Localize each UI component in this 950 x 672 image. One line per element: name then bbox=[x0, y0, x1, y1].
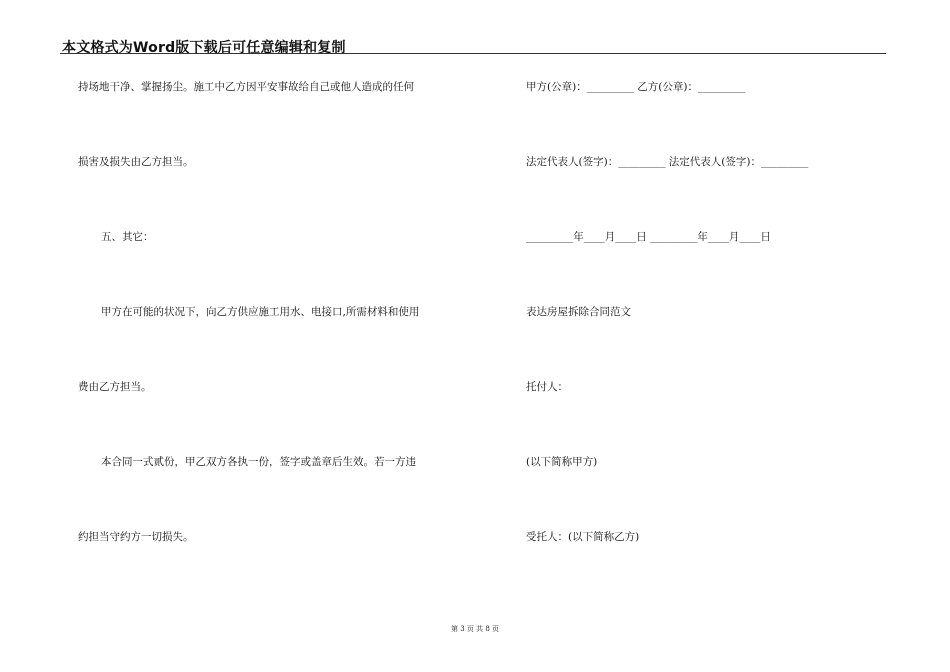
right-line-7: 受托人：(以下简称乙方) bbox=[526, 531, 640, 543]
left-line-6: 本合同一式贰份，甲乙双方各执一份，签字或盖章后生效。若一方违 bbox=[101, 456, 416, 468]
right-line-3: _________年____月____日 _________年____月____日 bbox=[526, 231, 771, 243]
left-line-2: 损害及损失由乙方担当。 bbox=[78, 156, 194, 168]
right-line-5: 托付人： bbox=[526, 381, 568, 393]
right-line-1: 甲方(公章)：_________ 乙方(公章)：_________ bbox=[526, 81, 746, 93]
right-line-6: (以下简称甲方) bbox=[526, 456, 598, 468]
left-line-5: 费由乙方担当。 bbox=[78, 381, 152, 393]
left-line-7: 约担当守约方一切损失。 bbox=[78, 531, 194, 543]
right-line-4: 表达房屋拆除合同范文 bbox=[526, 306, 631, 318]
page-number-footer: 第 3 页 共 8 页 bbox=[450, 625, 500, 633]
document-header-title: 本文格式为Word版下载后可任意编辑和复制 bbox=[62, 40, 346, 56]
left-line-1: 持场地干净、掌握扬尘。施工中乙方因平安事故给自己或他人造成的任何 bbox=[78, 81, 414, 93]
left-line-3: 五、其它： bbox=[101, 231, 154, 243]
left-line-4: 甲方在可能的状况下，向乙方供应施工用水、电接口,所需材料和使用 bbox=[101, 306, 420, 318]
header-divider bbox=[60, 53, 886, 54]
right-line-2: 法定代表人(签字)：_________ 法定代表人(签字)：_________ bbox=[526, 156, 809, 168]
